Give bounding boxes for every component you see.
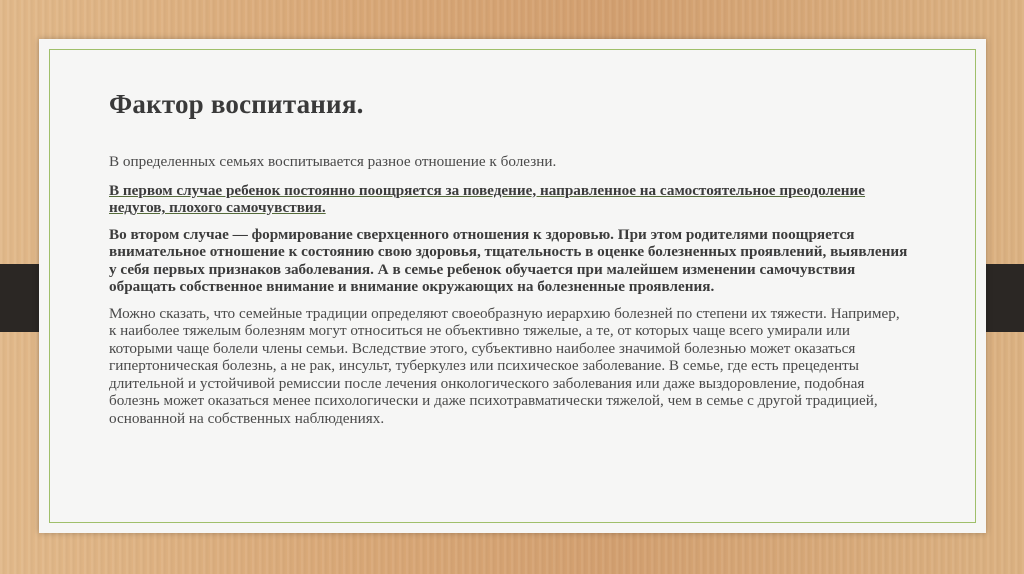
paragraph-second-case: Во втором случае — формирование сверхценного отношения к здоровью. При этом родителями поощряется внимательное отношение к состоянию свою здоровья, тщательность в оценке болезненных проявлений, выявления у себя первых признаков заболевания. А в семье ребенок обучается при малейшем изменении самочувствия обращать собственное внимание и внимание окружающих на болезненные проявления. bbox=[109, 225, 908, 295]
paragraph-intro: В определенных семьях воспитывается разное отношение к болезни. bbox=[109, 153, 557, 170]
paragraph-first-case bbox=[109, 182, 909, 217]
slide-body bbox=[109, 153, 909, 436]
paragraph-family-traditions: Можно сказать, что семейные традиции определяют своеобразную иерархию болезней по степени их тяжести. Например, к наиболее тяжелым болезням могут относиться не объективно тяжелые, а те, от которых чаще всего умирали или которыми чаще болели члены семьи. Вследствие этого, субъективно наиболее значимой болезнью может оказаться гипертоническая болезнь, а не рак, инсульт, туберкулез или психическое заболевание. В семье, где есть прецеденты длительной и устойчивой ремиссии после лечения онкологического заболевания или даже выздоровление, подобная болезнь может оказаться менее психологически и даже психотравматически тяжелой, чем в семье с другой традицией, основанной на собственных наблюдениях. bbox=[109, 304, 900, 427]
slide-title: Фактор воспитания. bbox=[109, 89, 364, 119]
paragraph-first-case-text: В первом случае ребенок постоянно поощряется за поведение, направленное на самостоятельное преодоление недугов, плохого самочувствия. bbox=[109, 181, 866, 216]
slide-card bbox=[39, 39, 986, 533]
